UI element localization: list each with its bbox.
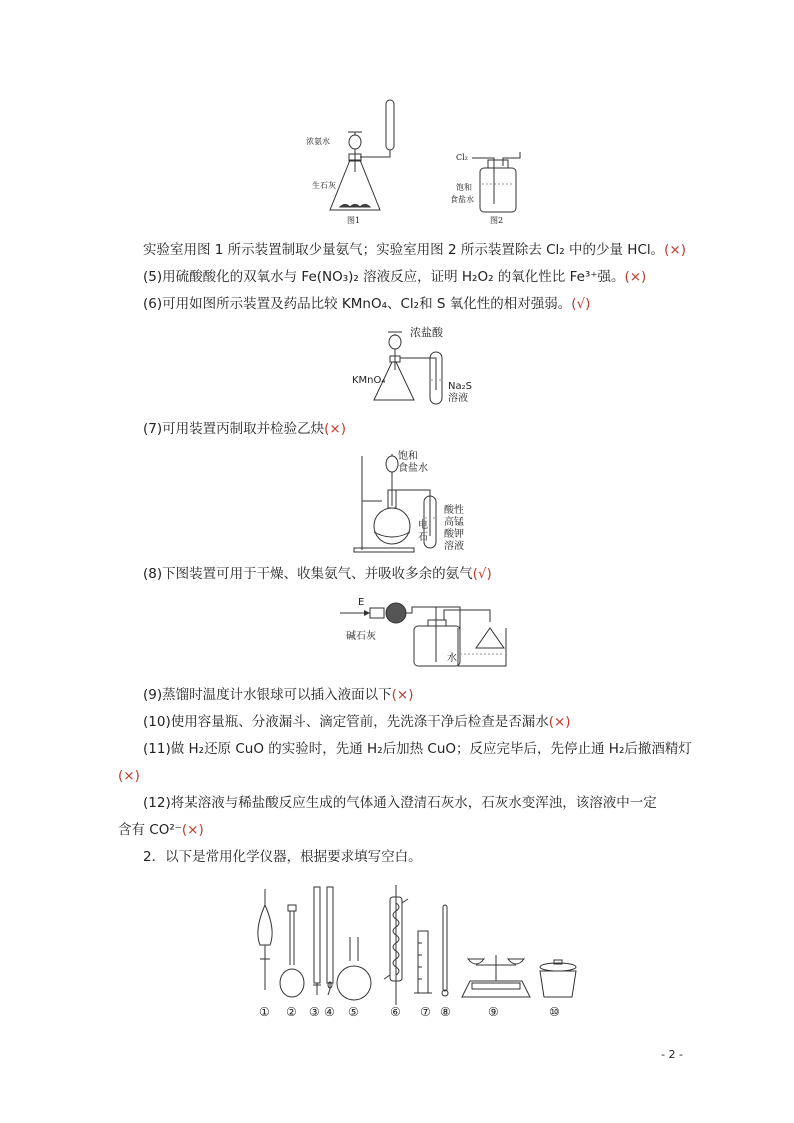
instrument-label-1: ① <box>259 1005 270 1019</box>
na2s-label-2: 溶液 <box>448 393 468 404</box>
burette-4-icon <box>327 887 333 995</box>
thermometer-icon <box>442 905 448 996</box>
answer-mark: (√) <box>472 566 492 582</box>
item-line-11 <box>143 740 692 758</box>
volumetric-flask-icon <box>280 905 304 997</box>
item-text: 实验室用图 1 所示装置制取少量氨气；实验室用图 2 所示装置除去 Cl₂ 中的少量 HCl。 <box>143 242 665 258</box>
item-text: (9)蒸馏时温度计水银球可以插入液面以下 <box>143 687 392 703</box>
nh3-label: 浓氨水 <box>306 137 330 146</box>
instrument-label-5: ⑤ <box>348 1005 359 1019</box>
item-text: (12)将某溶液与稀盐酸反应生成的气体通入澄清石灰水，石灰水变浑浊，该溶液中一定 <box>143 795 657 811</box>
instrument-label-10: ⑩ <box>549 1005 560 1019</box>
fig8-water: 水 <box>447 653 457 664</box>
cl2-label: Cl₂ <box>456 153 468 162</box>
crucible-icon <box>540 960 576 997</box>
graduated-cylinder-icon <box>414 931 432 993</box>
answer-mark: (×) <box>624 269 647 285</box>
item-text: (5)用硫酸酸化的双氧水与 Fe(NO₃)₂ 溶液反应，证明 H₂O₂ 的氧化性比 Fe³⁺强。 <box>143 269 625 285</box>
item-line-6 <box>143 295 590 313</box>
fig8-soda-lime: 碱石灰 <box>346 631 376 642</box>
item-text: (6)可用如图所示装置及药品比较 KMnO₄、Cl₂和 S 氧化性的相对强弱。 <box>143 296 572 312</box>
item-line-1 <box>143 241 686 259</box>
cao-label: 生石灰 <box>312 181 336 190</box>
item-line-12 <box>143 794 657 812</box>
instrument-label-2: ② <box>286 1005 297 1019</box>
figure-1-2 <box>300 92 540 232</box>
item-text: (11)做 H₂还原 CuO 的实验时，先通 H₂后加热 CuO；反应完毕后，先停止通 H₂后撤酒精灯 <box>143 741 692 757</box>
burette-3-icon <box>313 887 321 995</box>
answer-mark: (×) <box>324 421 346 437</box>
item-line-5 <box>143 268 646 286</box>
fig7-kmno4-3: 酸钾 <box>444 529 464 540</box>
brine-label-1: 饱和 <box>456 183 472 192</box>
instrument-label-9: ⑨ <box>488 1005 499 1019</box>
figure-2-caption: 图2 <box>490 216 504 225</box>
instrument-label-3: ③ <box>309 1005 320 1019</box>
instrument-label-6: ⑥ <box>390 1005 401 1019</box>
na2s-label-1: Na₂S <box>448 381 472 392</box>
fig7-carbide-1: 电 <box>418 520 428 531</box>
answer-mark: (√) <box>571 296 591 312</box>
instrument-label-7: ⑦ <box>420 1005 431 1019</box>
page-number: - 2 - <box>661 1048 683 1061</box>
condenser-icon <box>384 885 408 1005</box>
item-text: (10)使用容量瓶、分液漏斗、滴定管前，先洗涤干净后检查是否漏水 <box>143 714 549 730</box>
kmno4-label: KMnO₄ <box>352 375 386 386</box>
brine-label-2: 食盐水 <box>450 195 474 204</box>
item-line-9 <box>143 686 413 704</box>
fig7-brine-1: 饱和 <box>398 451 418 462</box>
item-text: 含有 CO²⁻ <box>118 822 182 838</box>
round-bottom-flask-icon <box>337 937 371 1000</box>
answer-mark: (×) <box>548 714 571 730</box>
instrument-label-4: ④ <box>324 1005 335 1019</box>
item-line-11-cont <box>118 767 140 785</box>
instrument-label-8: ⑧ <box>440 1005 451 1019</box>
item-line-8 <box>143 565 492 583</box>
answer-mark: (×) <box>391 687 414 703</box>
question-2-stem <box>143 848 422 866</box>
instruments-figure <box>250 885 580 1020</box>
figure-1-apparatus <box>330 100 394 210</box>
fig7-kmno4-1: 酸性 <box>444 505 464 516</box>
answer-mark: (×) <box>664 242 686 258</box>
fig8-e-label: E <box>358 597 365 608</box>
item-text: (7)可用装置丙制取并检验乙炔 <box>143 421 325 437</box>
answer-mark: (×) <box>181 822 204 838</box>
answer-mark: (×) <box>118 768 140 784</box>
fig7-kmno4-2: 高锰 <box>444 517 464 528</box>
figure-2-apparatus <box>472 152 520 212</box>
item-line-10 <box>143 713 571 731</box>
item-text: 2．以下是常用化学仪器，根据要求填写空白。 <box>143 849 422 865</box>
item-text: (8)下图装置可用于干燥、收集氨气、并吸收多余的氨气 <box>143 566 473 582</box>
figure-1-caption: 图1 <box>347 216 361 225</box>
balance-icon <box>462 955 530 997</box>
separatory-funnel-icon <box>258 889 272 990</box>
item-line-12-cont <box>118 821 204 839</box>
fig7-brine-2: 食盐水 <box>398 463 428 474</box>
fig7-kmno4-4: 溶液 <box>444 541 464 552</box>
fig7-carbide-2: 石 <box>418 532 428 543</box>
hcl-label: 浓盐酸 <box>410 326 443 339</box>
item-line-7 <box>143 420 346 438</box>
